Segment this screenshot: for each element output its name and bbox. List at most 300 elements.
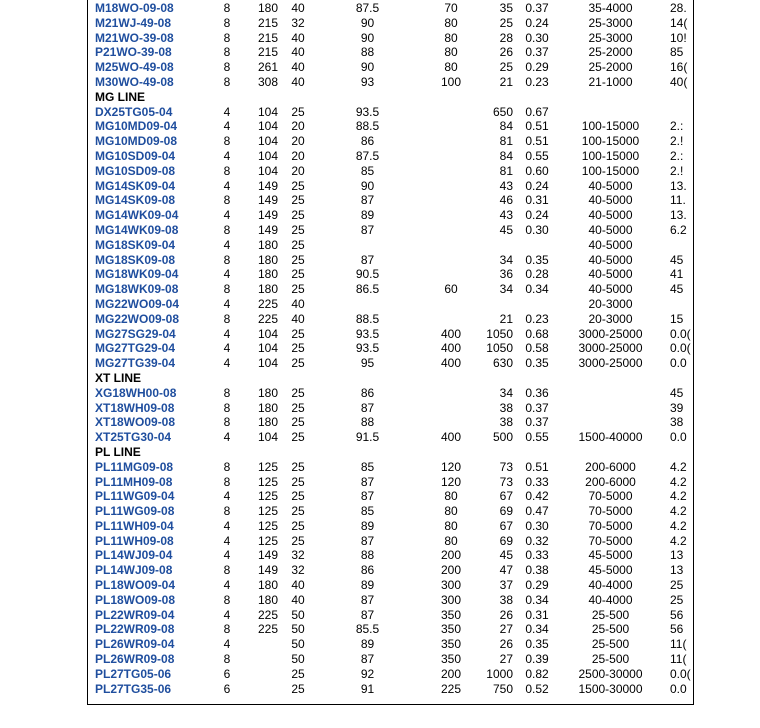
cell-c7: 0.36 — [525, 385, 549, 400]
table-row — [88, 208, 693, 223]
cell-c4: 86 — [360, 385, 375, 400]
model-number: PL11MG09-08 — [95, 459, 174, 474]
cell-c5: 60 — [444, 282, 458, 297]
cell-c7: 0.42 — [525, 489, 549, 504]
cell-c4: 85 — [360, 504, 375, 519]
cell-c6: 26 — [499, 45, 513, 60]
cell-c8: 1500-30000 — [578, 681, 643, 696]
cell-c9: 6.2 — [670, 222, 687, 237]
cell-c5: 80 — [444, 533, 458, 548]
cell-c1: 4 — [223, 578, 231, 593]
cell-c1: 8 — [223, 504, 231, 519]
cell-c6: 43 — [499, 208, 513, 223]
section-heading-row — [88, 90, 693, 105]
cell-c9: 14( — [670, 15, 688, 30]
cell-c7: 0.37 — [525, 415, 549, 430]
model-number: MG14SK09-08 — [95, 193, 176, 208]
cell-c9: 4.2 — [670, 504, 687, 519]
cell-c1: 8 — [223, 15, 231, 30]
cell-c7: 0.51 — [525, 459, 549, 474]
cell-c8: 70-5000 — [588, 504, 633, 519]
cell-c7: 0.35 — [525, 637, 549, 652]
model-number: MG10MD09-08 — [95, 134, 178, 149]
spec-table-rows — [88, 1, 693, 696]
cell-c6: 81 — [499, 134, 513, 149]
table-row — [88, 401, 693, 416]
cell-c6: 73 — [499, 459, 513, 474]
model-number: MG27TG29-04 — [95, 341, 176, 356]
table-row — [88, 312, 693, 327]
cell-c6: 45 — [499, 548, 513, 563]
cell-c4: 88 — [360, 548, 375, 563]
cell-c4: 93 — [360, 74, 375, 89]
cell-c8: 200-6000 — [585, 459, 636, 474]
table-row — [88, 223, 693, 238]
cell-c5: 80 — [444, 489, 458, 504]
cell-c5: 80 — [444, 45, 458, 60]
cell-c9: 15 — [670, 311, 684, 326]
cell-c1: 4 — [223, 607, 231, 622]
cell-c8: 25-500 — [591, 622, 630, 637]
cell-c8: 40-5000 — [588, 222, 633, 237]
table-row — [88, 356, 693, 371]
cell-c6: 28 — [499, 30, 513, 45]
cell-c6: 34 — [499, 282, 513, 297]
cell-c5: 225 — [440, 681, 462, 696]
cell-c3: 20 — [291, 148, 305, 163]
cell-c9: 45 — [670, 282, 684, 297]
cell-c6: 630 — [492, 356, 513, 371]
cell-c7: 0.24 — [525, 178, 549, 193]
table-row — [88, 682, 693, 697]
cell-c8: 20-3000 — [588, 311, 633, 326]
cell-c7: 0.37 — [525, 45, 549, 60]
cell-c4: 87 — [360, 607, 375, 622]
cell-c4: 90 — [360, 15, 375, 30]
cell-c1: 4 — [223, 518, 231, 533]
cell-c6: 38 — [499, 415, 513, 430]
model-number: MG18WK09-08 — [95, 282, 179, 297]
cell-c8: 20-3000 — [588, 296, 633, 311]
cell-c3: 25 — [291, 504, 305, 519]
cell-c7: 0.35 — [525, 356, 549, 371]
cell-c3: 25 — [291, 681, 305, 696]
cell-c7: 0.51 — [525, 119, 549, 134]
cell-c9: 0.0 — [670, 356, 687, 371]
cell-c1: 8 — [223, 652, 231, 667]
table-row — [88, 652, 693, 667]
cell-c9: 45 — [670, 252, 684, 267]
cell-c4: 95 — [360, 356, 375, 371]
cell-c7: 0.37 — [525, 1, 549, 15]
cell-c2: 215 — [257, 15, 279, 30]
model-number: MG18SK09-08 — [95, 252, 176, 267]
cell-c7: 0.67 — [525, 104, 549, 119]
cell-c2: 180 — [257, 237, 279, 252]
table-row — [88, 164, 693, 179]
cell-c7: 0.28 — [525, 267, 549, 282]
cell-c3: 32 — [291, 548, 305, 563]
cell-c2: 104 — [257, 163, 279, 178]
cell-c8: 3000-25000 — [578, 356, 643, 371]
model-number: MG22WO09-04 — [95, 296, 180, 311]
cell-c6: 26 — [499, 637, 513, 652]
cell-c5: 400 — [440, 356, 462, 371]
cell-c2: 215 — [257, 45, 279, 60]
cell-c9: 0.0( — [670, 326, 691, 341]
cell-c6: 500 — [492, 430, 513, 445]
cell-c4: 87 — [360, 222, 375, 237]
cell-c4: 89 — [360, 637, 375, 652]
cell-c8: 70-5000 — [588, 533, 633, 548]
cell-c8: 100-15000 — [581, 163, 640, 178]
cell-c1: 8 — [223, 252, 231, 267]
cell-c6: 69 — [499, 504, 513, 519]
table-row — [88, 415, 693, 430]
cell-c4: 87 — [360, 193, 375, 208]
cell-c4: 89 — [360, 518, 375, 533]
cell-c4: 90 — [360, 30, 375, 45]
cell-c5: 350 — [440, 652, 462, 667]
cell-c2: 104 — [257, 119, 279, 134]
model-number: MG14SK09-04 — [95, 178, 176, 193]
cell-c3: 25 — [291, 222, 305, 237]
cell-c8: 2500-30000 — [578, 666, 643, 681]
model-number: M25WO-49-08 — [95, 60, 174, 75]
cell-c9: 4.2 — [670, 474, 687, 489]
table-row — [88, 282, 693, 297]
cell-c7: 0.31 — [525, 607, 549, 622]
cell-c5: 100 — [440, 74, 462, 89]
cell-c2: 180 — [257, 385, 279, 400]
cell-c1: 4 — [223, 296, 231, 311]
cell-c3: 40 — [291, 30, 305, 45]
cell-c2: 125 — [257, 533, 279, 548]
model-number: PL27TG05-06 — [95, 666, 172, 681]
cell-c4: 85 — [360, 459, 375, 474]
cell-c2: 180 — [257, 252, 279, 267]
cell-c6: 1000 — [486, 666, 513, 681]
table-row — [88, 593, 693, 608]
cell-c3: 25 — [291, 400, 305, 415]
cell-c4: 88 — [360, 415, 375, 430]
table-row — [88, 149, 693, 164]
cell-c1: 8 — [223, 385, 231, 400]
cell-c5: 120 — [440, 474, 462, 489]
cell-c4: 87 — [360, 474, 375, 489]
cell-c3: 25 — [291, 474, 305, 489]
cell-c2: 225 — [257, 607, 279, 622]
cell-c7: 0.68 — [525, 326, 549, 341]
cell-c7: 0.35 — [525, 252, 549, 267]
table-row — [88, 608, 693, 623]
cell-c6: 67 — [499, 518, 513, 533]
cell-c2: 104 — [257, 134, 279, 149]
cell-c5: 400 — [440, 430, 462, 445]
cell-c6: 21 — [499, 74, 513, 89]
cell-c3: 40 — [291, 592, 305, 607]
cell-c1: 8 — [223, 134, 231, 149]
table-row — [88, 430, 693, 445]
model-number: PL14WJ09-08 — [95, 563, 173, 578]
cell-c9: 45 — [670, 385, 684, 400]
cell-c8: 45-5000 — [588, 548, 633, 563]
cell-c6: 69 — [499, 533, 513, 548]
cell-c8: 40-5000 — [588, 208, 633, 223]
table-row — [88, 460, 693, 475]
cell-c2: 180 — [257, 400, 279, 415]
cell-c6: 73 — [499, 474, 513, 489]
cell-c3: 25 — [291, 178, 305, 193]
cell-c9: 0.0( — [670, 666, 691, 681]
cell-c6: 750 — [492, 681, 513, 696]
cell-c8: 40-5000 — [588, 282, 633, 297]
cell-c3: 25 — [291, 430, 305, 445]
cell-c1: 4 — [223, 637, 231, 652]
cell-c6: 37 — [499, 578, 513, 593]
cell-c6: 21 — [499, 311, 513, 326]
cell-c2: 180 — [257, 267, 279, 282]
model-number: PL11WH09-08 — [95, 533, 174, 548]
cell-c3: 40 — [291, 1, 305, 15]
cell-c2: 225 — [257, 311, 279, 326]
model-number: XG18WH00-08 — [95, 385, 177, 400]
cell-c1: 8 — [223, 1, 231, 15]
model-number: MG14WK09-08 — [95, 222, 179, 237]
table-row — [88, 60, 693, 75]
cell-c9: 56 — [670, 607, 684, 622]
cell-c2: 261 — [257, 60, 279, 75]
cell-c8: 25-500 — [591, 637, 630, 652]
table-row — [88, 341, 693, 356]
cell-c5: 300 — [440, 578, 462, 593]
cell-c4: 90 — [360, 178, 375, 193]
cell-c7: 0.55 — [525, 430, 549, 445]
table-row — [88, 622, 693, 637]
cell-c1: 4 — [223, 178, 231, 193]
cell-c1: 4 — [223, 267, 231, 282]
table-row — [88, 134, 693, 149]
cell-c3: 50 — [291, 622, 305, 637]
cell-c3: 25 — [291, 518, 305, 533]
cell-c6: 36 — [499, 267, 513, 282]
cell-c6: 46 — [499, 193, 513, 208]
cell-c4: 87 — [360, 533, 375, 548]
cell-c2: 149 — [257, 222, 279, 237]
cell-c4: 90 — [360, 60, 375, 75]
table-row — [88, 667, 693, 682]
cell-c2: 125 — [257, 504, 279, 519]
cell-c8: 25-500 — [591, 607, 630, 622]
cell-c7: 0.32 — [525, 533, 549, 548]
cell-c5: 120 — [440, 459, 462, 474]
cell-c3: 25 — [291, 104, 305, 119]
cell-c7: 0.24 — [525, 208, 549, 223]
cell-c7: 0.30 — [525, 222, 549, 237]
cell-c8: 25-2000 — [588, 60, 633, 75]
cell-c3: 40 — [291, 45, 305, 60]
cell-c2: 104 — [257, 148, 279, 163]
cell-c7: 0.34 — [525, 282, 549, 297]
section-heading-row — [88, 371, 693, 386]
cell-c3: 20 — [291, 163, 305, 178]
cell-c4: 89 — [360, 578, 375, 593]
cell-c3: 25 — [291, 666, 305, 681]
cell-c3: 40 — [291, 60, 305, 75]
cell-c1: 4 — [223, 208, 231, 223]
table-row — [88, 45, 693, 60]
table-row — [88, 297, 693, 312]
cell-c5: 400 — [440, 326, 462, 341]
cell-c1: 8 — [223, 163, 231, 178]
table-row — [88, 179, 693, 194]
cell-c1: 8 — [223, 311, 231, 326]
cell-c1: 4 — [223, 533, 231, 548]
model-number: PL27TG35-06 — [95, 681, 172, 696]
model-number: PL26WR09-04 — [95, 637, 175, 652]
cell-c3: 40 — [291, 74, 305, 89]
cell-c7: 0.23 — [525, 311, 549, 326]
cell-c3: 40 — [291, 578, 305, 593]
cell-c3: 25 — [291, 252, 305, 267]
cell-c1: 8 — [223, 45, 231, 60]
cell-c9: 0.0( — [670, 341, 691, 356]
cell-c1: 8 — [223, 30, 231, 45]
cell-c7: 0.30 — [525, 518, 549, 533]
cell-c9: 10! — [670, 30, 687, 45]
model-number: PL11WH09-04 — [95, 518, 174, 533]
cell-c3: 50 — [291, 637, 305, 652]
cell-c8: 45-5000 — [588, 563, 633, 578]
table-row — [88, 534, 693, 549]
model-number: XT18WO09-08 — [95, 415, 176, 430]
cell-c6: 35 — [499, 1, 513, 15]
cell-c6: 26 — [499, 607, 513, 622]
model-number: PL14WJ09-04 — [95, 548, 173, 563]
cell-c1: 8 — [223, 563, 231, 578]
cell-c9: 2.! — [670, 163, 684, 178]
cell-c2: 180 — [257, 1, 279, 15]
cell-c5: 80 — [444, 60, 458, 75]
cell-c2: 104 — [257, 104, 279, 119]
cell-c9: 4.2 — [670, 533, 687, 548]
cell-c1: 8 — [223, 222, 231, 237]
cell-c6: 27 — [499, 652, 513, 667]
table-row — [88, 519, 693, 534]
model-number: MG22WO09-08 — [95, 311, 180, 326]
cell-c2: 125 — [257, 518, 279, 533]
cell-c8: 70-5000 — [588, 489, 633, 504]
cell-c3: 20 — [291, 119, 305, 134]
model-number: PL11WG09-08 — [95, 504, 175, 519]
cell-c7: 0.24 — [525, 15, 549, 30]
cell-c4: 93.5 — [355, 326, 380, 341]
cell-c4: 86 — [360, 134, 375, 149]
cell-c1: 4 — [223, 119, 231, 134]
model-number: XT25TG30-04 — [95, 430, 172, 445]
cell-c4: 87 — [360, 400, 375, 415]
cell-c2: 225 — [257, 622, 279, 637]
cell-c3: 50 — [291, 652, 305, 667]
section-heading-row — [88, 445, 693, 460]
cell-c2: 225 — [257, 296, 279, 311]
model-number: XT18WH09-08 — [95, 400, 175, 415]
cell-c4: 88.5 — [355, 119, 380, 134]
cell-c1: 8 — [223, 60, 231, 75]
model-number: MG14WK09-04 — [95, 208, 179, 223]
model-number: MG18WK09-04 — [95, 267, 179, 282]
cell-c3: 25 — [291, 489, 305, 504]
model-number: PL22WR09-08 — [95, 622, 175, 637]
cell-c9: 4.2 — [670, 518, 687, 533]
cell-c8: 40-5000 — [588, 237, 633, 252]
cell-c9: 25 — [670, 592, 684, 607]
spec-table — [88, 0, 693, 704]
cell-c6: 47 — [499, 563, 513, 578]
cell-c1: 8 — [223, 282, 231, 297]
cell-c3: 25 — [291, 356, 305, 371]
table-row — [88, 16, 693, 31]
cell-c9: 13 — [670, 563, 684, 578]
model-number: M30WO-49-08 — [95, 74, 174, 89]
cell-c4: 92 — [360, 666, 375, 681]
table-row — [88, 637, 693, 652]
cell-c1: 8 — [223, 415, 231, 430]
cell-c4: 87.5 — [355, 148, 380, 163]
cell-c6: 34 — [499, 252, 513, 267]
cell-c9: 11. — [670, 193, 686, 208]
cell-c6: 34 — [499, 385, 513, 400]
cell-c8: 40-4000 — [588, 592, 633, 607]
cell-c3: 50 — [291, 607, 305, 622]
cell-c8: 25-500 — [591, 652, 630, 667]
cell-c5: 200 — [440, 548, 462, 563]
table-row — [88, 253, 693, 268]
cell-c9: 41 — [670, 267, 684, 282]
cell-c2: 180 — [257, 415, 279, 430]
cell-c1: 4 — [223, 489, 231, 504]
cell-c1: 8 — [223, 622, 231, 637]
cell-c8: 40-5000 — [588, 252, 633, 267]
cell-c6: 38 — [499, 592, 513, 607]
cell-c9: 2.! — [670, 134, 684, 149]
table-row — [88, 238, 693, 253]
table-row — [88, 75, 693, 90]
table-row — [88, 267, 693, 282]
cell-c1: 4 — [223, 356, 231, 371]
cell-c4: 91 — [360, 681, 375, 696]
cell-c9: 38 — [670, 415, 684, 430]
cell-c7: 0.58 — [525, 341, 549, 356]
cell-c4: 93.5 — [355, 341, 380, 356]
cell-c6: 25 — [499, 60, 513, 75]
cell-c3: 25 — [291, 385, 305, 400]
cell-c4: 88 — [360, 45, 375, 60]
cell-c9: 39 — [670, 400, 684, 415]
cell-c5: 200 — [440, 666, 462, 681]
cell-c3: 40 — [291, 296, 305, 311]
cell-c3: 20 — [291, 134, 305, 149]
cell-c9: 85 — [670, 45, 684, 60]
cell-c6: 43 — [499, 178, 513, 193]
cell-c1: 8 — [223, 400, 231, 415]
cell-c2: 104 — [257, 430, 279, 445]
model-number: MG18SK09-04 — [95, 237, 176, 252]
cell-c4: 91.5 — [355, 430, 380, 445]
cell-c3: 25 — [291, 415, 305, 430]
cell-c8: 40-5000 — [588, 267, 633, 282]
model-number: PL26WR09-08 — [95, 652, 175, 667]
